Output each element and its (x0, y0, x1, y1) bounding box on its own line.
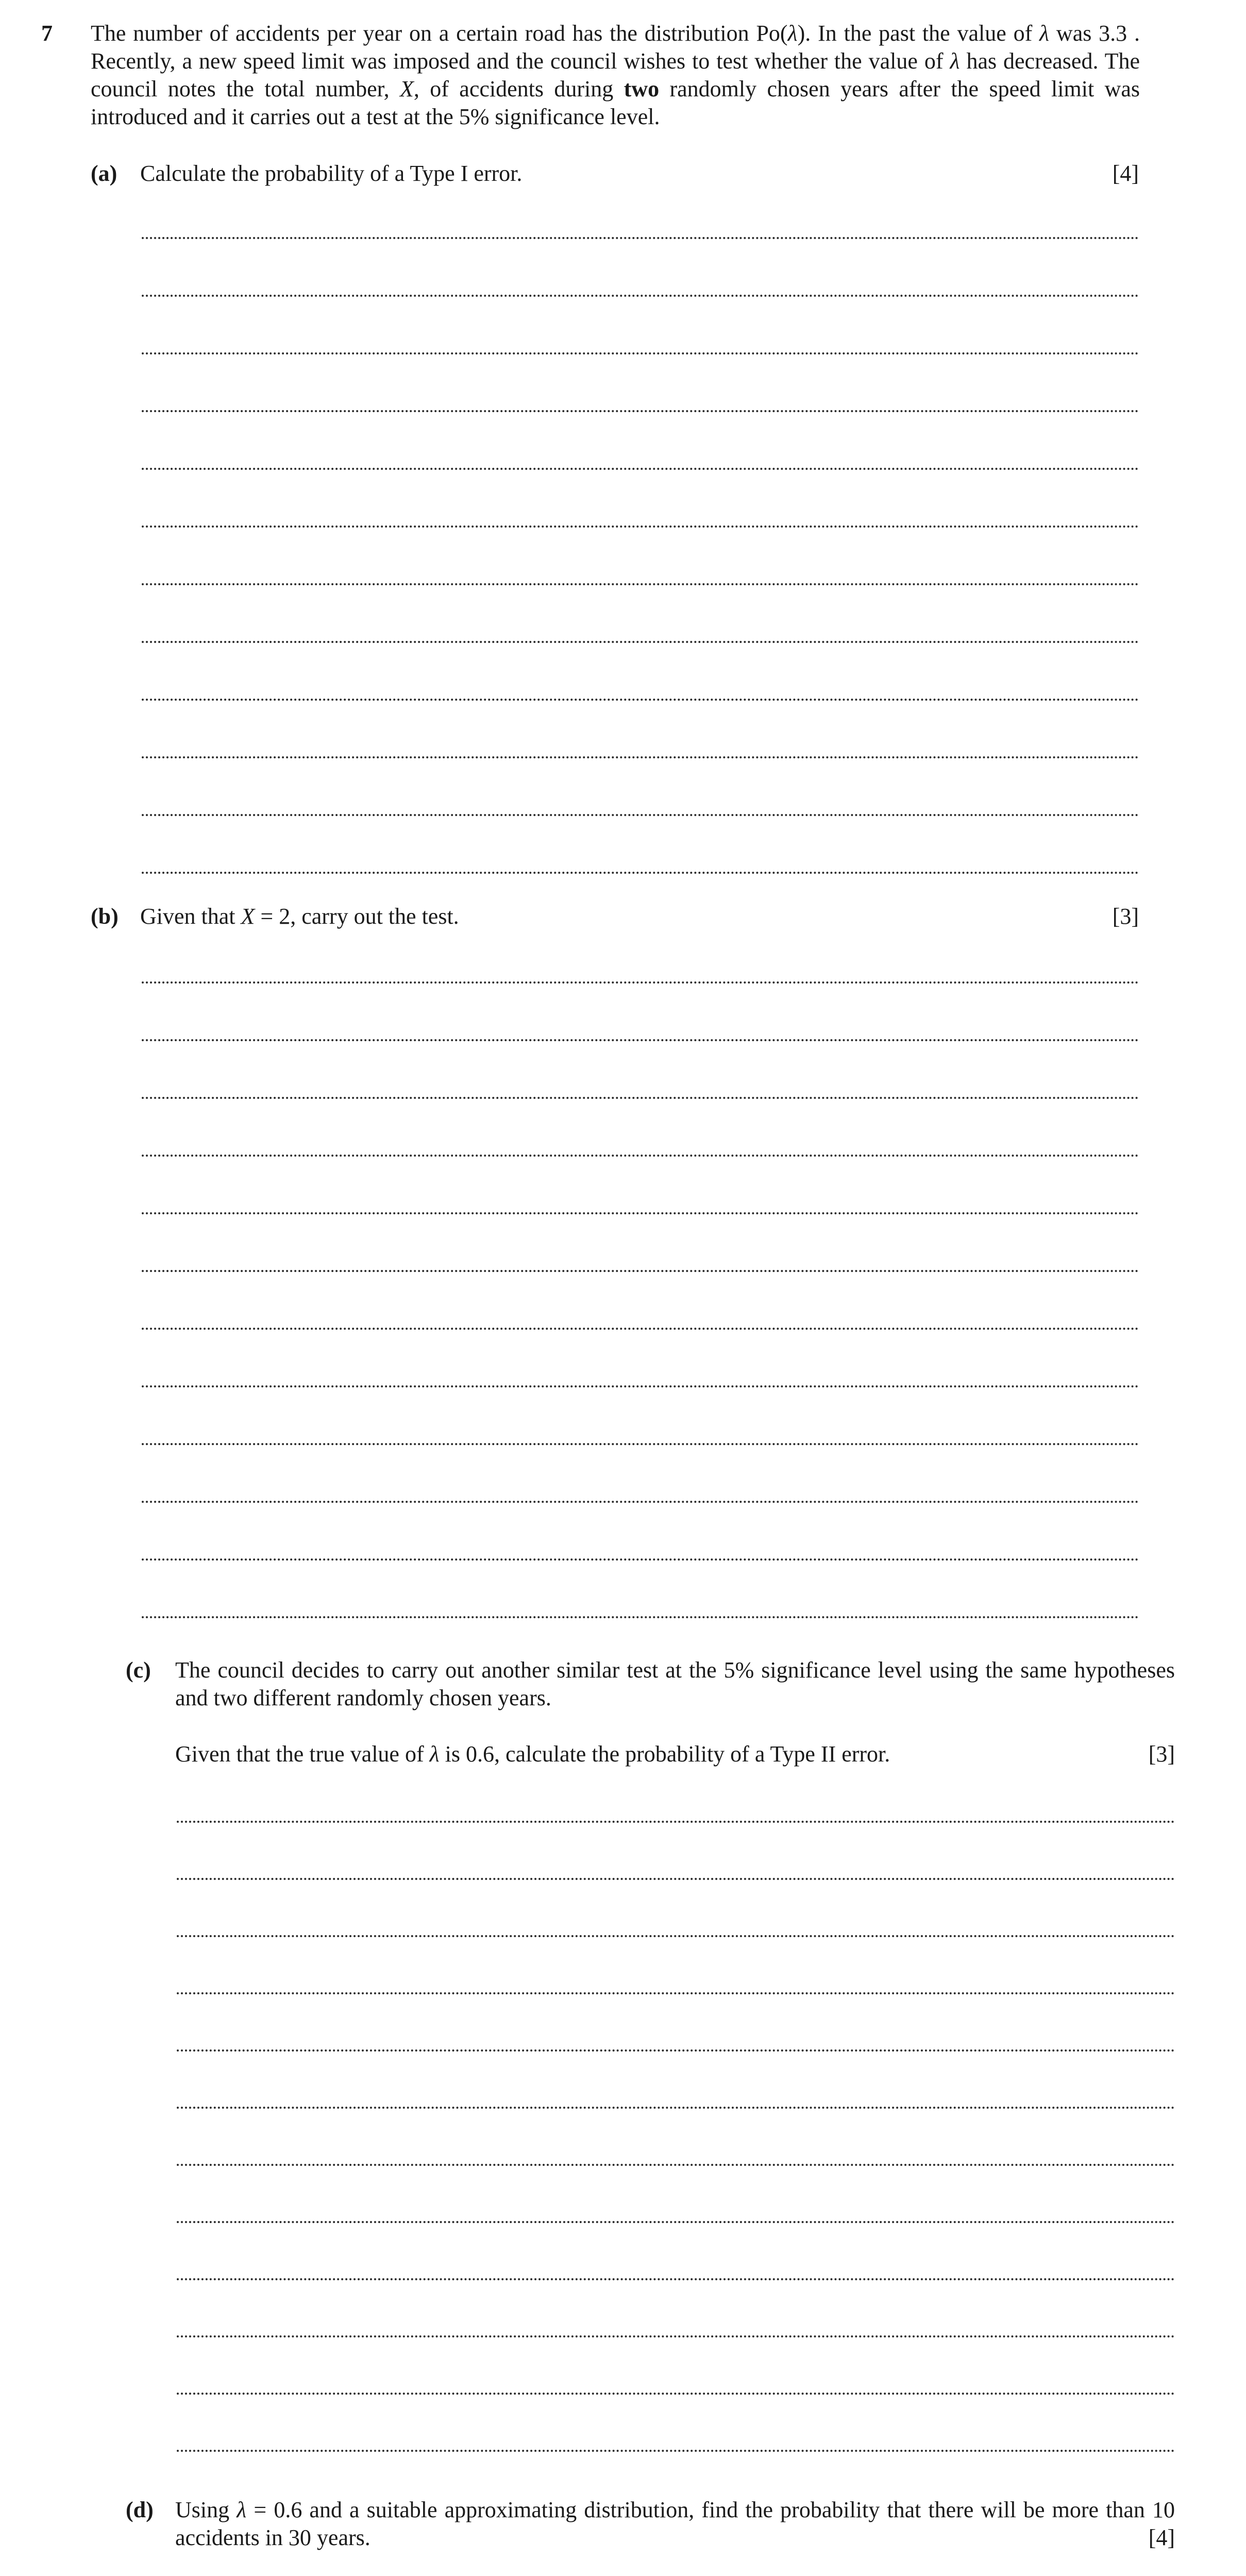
part-b-label: (b) (91, 904, 119, 929)
lambda-symbol: λ (950, 48, 960, 74)
part-c-question: Given that the true value of λ is 0.6, calculate the probability of a Type II error. (175, 1741, 890, 1767)
lambda-symbol: λ (237, 2497, 247, 2522)
part-b-question: Given that X = 2, carry out the test. (140, 904, 459, 929)
lambda-symbol: λ (1039, 21, 1050, 46)
part-d-question: Using λ = 0.6 and a suitable approximating distribution, find the probability that there will be more than 10 accidents in 30 years. (175, 2497, 1175, 2550)
part-c-marks: [3] (1148, 1741, 1175, 1767)
x-symbol: X (399, 76, 414, 101)
emphasis-two: two (624, 76, 660, 101)
part-a-question: Calculate the probability of a Type I error. (140, 161, 523, 186)
x-symbol: X (241, 904, 255, 929)
part-d-marks: [4] (1148, 2525, 1175, 2550)
part-d-label: (d) (126, 2497, 154, 2522)
part-b-marks: [3] (1112, 904, 1139, 929)
part-c-label: (c) (126, 1657, 151, 1683)
lambda-symbol: λ (787, 21, 798, 46)
question-stem: The number of accidents per year on a certain road has the distribution Po(λ). In the past the value of λ was 3.3 . Recently, a new speed limit was imposed and the council wishes to test whether the value of λ has decreased. The council notes the total number, X, of accidents during two randomly chosen years after the speed limit was introduced and it carries out a test at the 5% significance level. (91, 21, 1140, 129)
part-a-marks: [4] (1112, 161, 1139, 186)
part-c-intro: The council decides to carry out another similar test at the 5% significance level using the same hypotheses and two different randomly chosen years. (175, 1657, 1175, 1710)
part-a-label: (a) (91, 161, 117, 186)
question-number: 7 (41, 21, 53, 46)
lambda-symbol: λ (429, 1741, 440, 1767)
